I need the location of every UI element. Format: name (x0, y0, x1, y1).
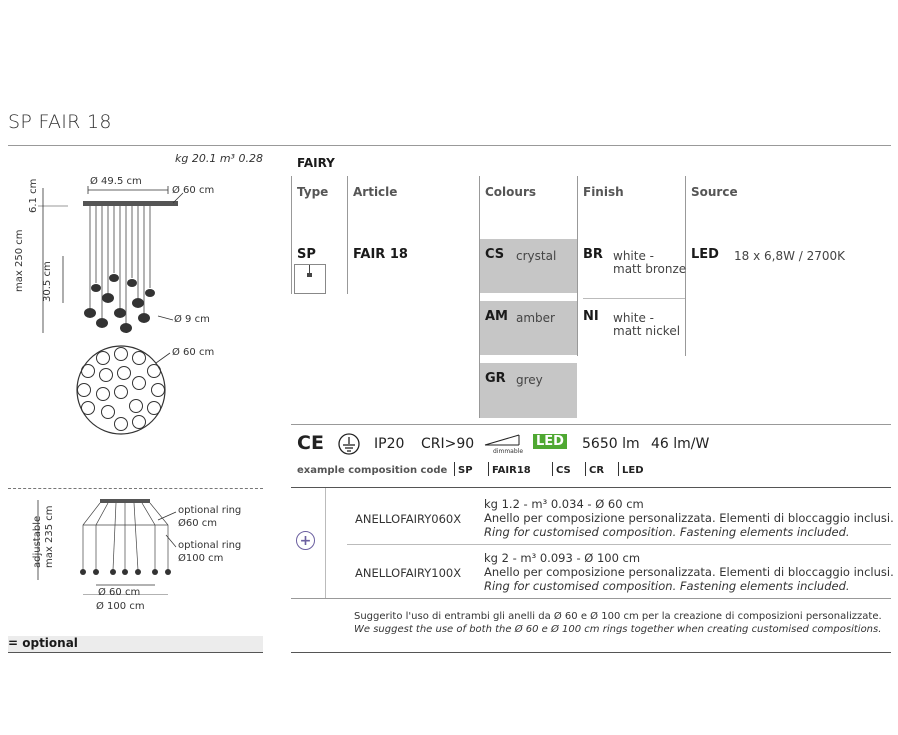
ring-bottom-1: Ø 60 cm (98, 587, 141, 598)
ground-symbol-icon (337, 432, 361, 456)
colour-name-am: amber (516, 311, 555, 325)
ring-dim-1: Ø60 cm (178, 518, 218, 529)
dim-top: Ø 49.5 cm (90, 176, 142, 187)
led-badge: LED (533, 434, 567, 449)
dimmable-label: dimmable (493, 448, 524, 455)
lumens: 5650 lm (582, 436, 640, 452)
finish-line1-ni: white - (613, 311, 654, 325)
accessory-meta-2: kg 2 - m³ 0.093 - Ø 100 cm (484, 551, 641, 565)
accessory-it-2: Anello per composizione personalizzata. Elementi di bloccaggio inclusi. (484, 565, 894, 579)
colour-code-gr: GR (485, 371, 506, 386)
right-bottom-line (291, 652, 891, 653)
ring-label-1: optional ring (178, 505, 242, 516)
colour-name-cs: crystal (516, 249, 557, 263)
finish-line2-ni: matt nickel (613, 324, 681, 338)
header-type: Type (297, 185, 329, 199)
example-label: example composition code (297, 465, 448, 476)
type-code: SP (297, 247, 316, 262)
accessory-meta-1: kg 1.2 - m³ 0.034 - Ø 60 cm (484, 497, 644, 511)
cri-value: CRI>90 (421, 436, 475, 452)
ip-rating: IP20 (374, 436, 405, 452)
specs-top-line (291, 424, 891, 425)
accessory-it-1: Anello per composizione personalizzata. Elementi di bloccaggio inclusi. (484, 511, 894, 525)
finish-line1-br: white - (613, 249, 654, 263)
accessory-code-1: ANELLOFAIRY060X (355, 512, 462, 526)
dim-canopy: Ø 60 cm (172, 185, 215, 196)
pendant-elevation-drawing (8, 168, 273, 438)
suggestion-it: Suggerito l'uso di entrambi gli anelli da Ø 60 e Ø 100 cm per la creazione di composizioni personalizzate. (354, 611, 882, 622)
accessory-plus-icon: + (296, 531, 315, 550)
dim-drop: Ø 9 cm (174, 314, 210, 325)
accessory-en-1: Ring for customised composition. Fastening elements included. (484, 525, 850, 539)
product-weight: kg 20.1 m³ 0.28 (175, 152, 263, 165)
example-code-finish: CR (589, 465, 605, 476)
dimmable-icon (483, 433, 523, 449)
example-code-source: LED (622, 465, 644, 476)
family-name: FAIRY (297, 156, 335, 170)
header-article: Article (353, 185, 398, 199)
finish-code-ni: NI (583, 309, 599, 324)
article-code: FAIR 18 (353, 247, 408, 262)
ring-label-2: optional ring (178, 540, 242, 551)
efficacy: 46 lm/W (651, 436, 710, 452)
dim-h2: 30.5 cm (42, 261, 53, 302)
title-divider (8, 145, 891, 146)
accessory-en-2: Ring for customised composition. Fastening elements included. (484, 579, 850, 593)
example-code-article: FAIR18 (492, 465, 531, 476)
colour-code-am: AM (485, 309, 508, 324)
finish-code-br: BR (583, 247, 603, 262)
adjustable-label: adjustable (32, 515, 43, 568)
header-colours: Colours (485, 185, 537, 199)
dim-h1: 6.1 cm (28, 178, 39, 213)
type-icon (294, 264, 326, 294)
ce-mark-icon: CE (297, 432, 324, 454)
adjustable-max: max 235 cm (44, 505, 55, 568)
ring-dim-2: Ø100 cm (178, 553, 224, 564)
example-code-type: SP (458, 465, 473, 476)
accessories-top-line (291, 487, 891, 488)
colour-code-cs: CS (485, 247, 505, 262)
dim-max: max 250 cm (14, 229, 25, 292)
ring-bottom-2: Ø 100 cm (96, 601, 145, 612)
source-desc: 18 x 6,8W / 2700K (734, 249, 846, 263)
header-finish: Finish (583, 185, 624, 199)
source-code: LED (691, 247, 719, 262)
dashed-divider (8, 488, 263, 489)
left-bottom-line (8, 652, 263, 653)
finish-line2-br: matt bronze (613, 262, 687, 276)
colour-name-gr: grey (516, 373, 543, 387)
product-title: SP FAIR 18 (8, 111, 112, 133)
optional-legend: = optional (8, 636, 263, 652)
dim-plan: Ø 60 cm (172, 347, 215, 358)
header-source: Source (691, 185, 738, 199)
example-code-colour: CS (556, 465, 571, 476)
accessory-code-2: ANELLOFAIRY100X (355, 566, 462, 580)
suggestion-en: We suggest the use of both the Ø 60 e Ø 100 cm rings together when creating customised compositions. (354, 624, 882, 635)
